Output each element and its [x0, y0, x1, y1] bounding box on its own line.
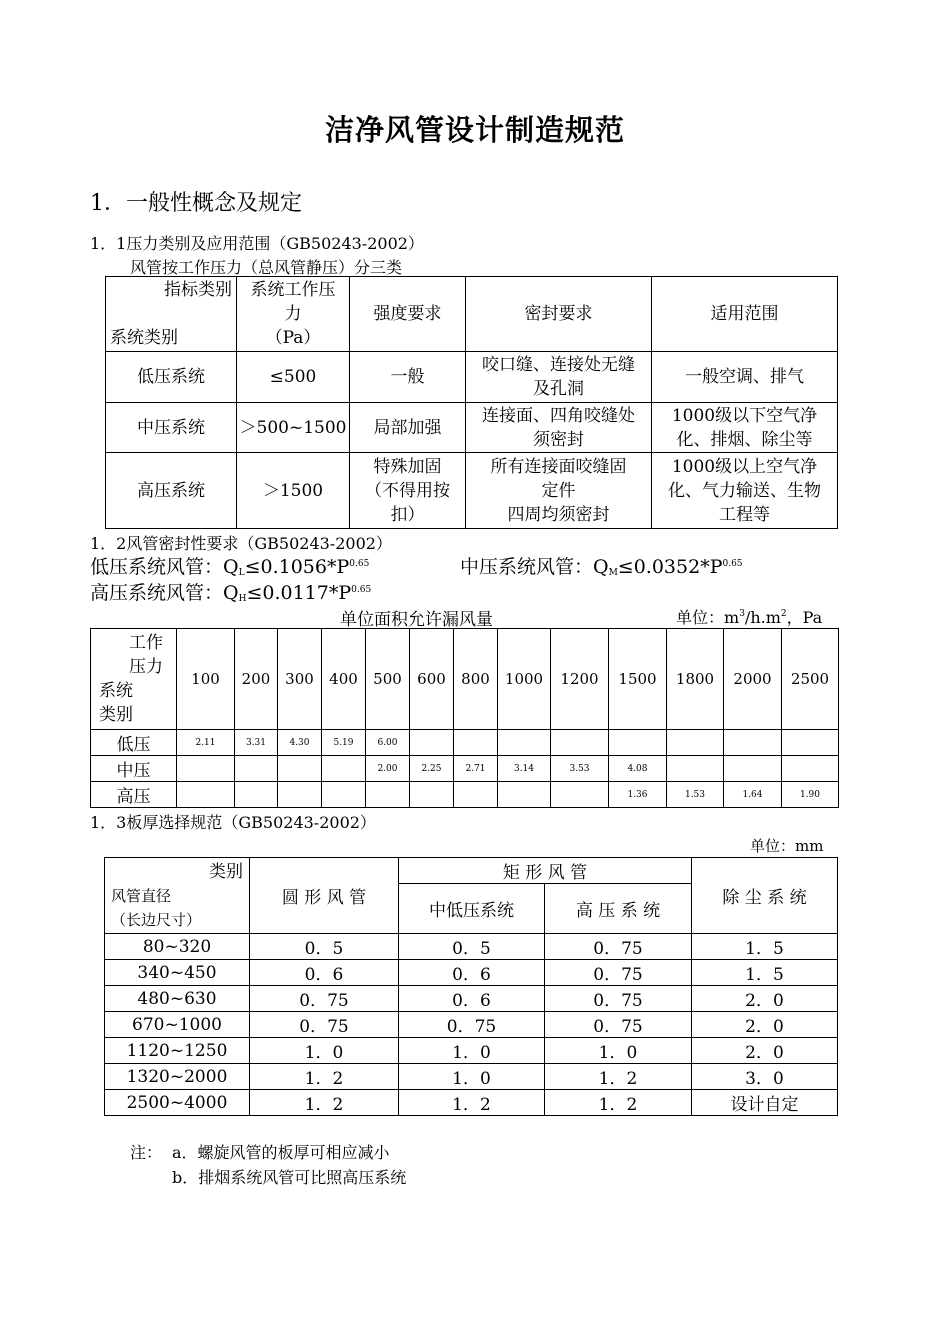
- size-cell: 480~630: [105, 986, 250, 1012]
- leakage-cell: [724, 756, 782, 782]
- size-cell: 1120~1250: [105, 1038, 250, 1064]
- leakage-cell: [322, 782, 366, 808]
- leakage-cell: [498, 730, 551, 756]
- scope-cell: [652, 403, 838, 453]
- formula-label: 低压系统风管：Q: [90, 556, 239, 578]
- pressure-cell: ≤500: [237, 352, 350, 403]
- corner-header-cell: [105, 858, 250, 934]
- subsection-heading-1-2: 1．2风管密封性要求（GB50243-2002）: [90, 534, 392, 553]
- leakage-cell: [278, 782, 322, 808]
- corner-line: 压力: [129, 657, 163, 677]
- leakage-cell: [177, 782, 235, 808]
- pressure-header: 100: [177, 629, 235, 730]
- mid-pressure-formula: [460, 552, 743, 579]
- cell-line: 须密封: [533, 429, 584, 450]
- leakage-cell: 2.25: [410, 756, 454, 782]
- cell-line: 1000级以下空气净: [671, 405, 818, 426]
- system-name-cell: 中压: [91, 756, 177, 782]
- cell-line: 一般空调、排气: [685, 367, 804, 387]
- table-row: [105, 934, 838, 960]
- thickness-table: [104, 857, 838, 1116]
- leakage-cell: [724, 730, 782, 756]
- leakage-cell: 1.90: [782, 782, 839, 808]
- pressure-header: 600: [410, 629, 454, 730]
- seal-cell: [466, 352, 652, 403]
- cell-line: （不得用按: [365, 480, 450, 501]
- leakage-cell: 1.53: [667, 782, 724, 808]
- table-row: [106, 453, 838, 529]
- pressure-header: 300: [278, 629, 322, 730]
- thickness-cell: 1．2: [250, 1090, 399, 1116]
- thickness-cell: 2．0: [692, 1012, 838, 1038]
- thickness-cell: 0．5: [250, 934, 399, 960]
- note-a: a．螺旋风管的板厚可相应减小: [172, 1143, 390, 1162]
- corner-top-label: 类别: [209, 861, 243, 882]
- table-row: [105, 1038, 838, 1064]
- thickness-cell: 0．75: [545, 986, 692, 1012]
- table-header-row: [106, 277, 838, 352]
- size-cell: 80~320: [105, 934, 250, 960]
- rect-low-mid-header: 中低压系统: [399, 884, 545, 934]
- pressure-header: 500: [366, 629, 410, 730]
- leakage-cell: 2.00: [366, 756, 410, 782]
- table-header-row: [105, 858, 838, 884]
- subsection-heading-1-3: 1．3板厚选择规范（GB50243-2002）: [90, 813, 376, 832]
- cell-line: 工程等: [719, 504, 770, 525]
- leakage-cell: 6.00: [366, 730, 410, 756]
- formula-relation: ≤0.0117*P: [246, 582, 352, 604]
- unit-exponent: 3: [739, 609, 745, 619]
- cell-line: 局部加强: [373, 417, 442, 438]
- leakage-cell: [609, 730, 667, 756]
- leakage-cell: [410, 730, 454, 756]
- thickness-cell: 0．6: [250, 960, 399, 986]
- thickness-cell: 0．75: [545, 1012, 692, 1038]
- pressure-cell: ＞500~1500: [237, 403, 350, 453]
- thickness-cell: 0．75: [399, 1012, 545, 1038]
- thickness-cell: 1．2: [545, 1064, 692, 1090]
- formula-exponent: 0.65: [351, 585, 372, 595]
- rect-high-header: 高 压 系 统: [545, 884, 692, 934]
- size-cell: 340~450: [105, 960, 250, 986]
- notes-label: 注：: [130, 1143, 163, 1162]
- pressure-header: 2000: [724, 629, 782, 730]
- scope-cell: [652, 453, 838, 529]
- thickness-cell: 0．6: [399, 960, 545, 986]
- thickness-cell: 1．2: [545, 1090, 692, 1116]
- pressure-header-cell: [237, 277, 350, 352]
- table-row: [105, 1012, 838, 1038]
- formula-subscript: H: [238, 594, 247, 604]
- strength-cell: [350, 352, 466, 403]
- leakage-cell: [177, 756, 235, 782]
- pressure-cell: ＞1500: [237, 453, 350, 529]
- pressure-header: 200: [235, 629, 278, 730]
- leakage-cell: 2.71: [454, 756, 498, 782]
- cell-line: 定件: [541, 480, 576, 501]
- subsection-heading-1-1: 1．1压力类别及应用范围（GB50243-2002）: [90, 234, 424, 253]
- cell-line: 化、气力输送、生物: [668, 480, 821, 501]
- size-cell: 1320~2000: [105, 1064, 250, 1090]
- leakage-cell: [498, 782, 551, 808]
- leakage-cell: [551, 782, 609, 808]
- size-cell: 2500~4000: [105, 1090, 250, 1116]
- pressure-header-line: （Pa）: [265, 328, 321, 348]
- thickness-cell: 0．6: [399, 986, 545, 1012]
- pressure-header: 1800: [667, 629, 724, 730]
- thickness-cell: 0．5: [399, 934, 545, 960]
- system-type-cell: 低压系统: [106, 352, 237, 403]
- leakage-table-caption: 单位面积允许漏风量: [340, 610, 493, 630]
- thickness-table-unit: 单位：mm: [750, 837, 824, 855]
- pressure-header: 400: [322, 629, 366, 730]
- leakage-cell: [322, 756, 366, 782]
- formula-exponent: 0.65: [722, 559, 743, 569]
- leakage-cell: [410, 782, 454, 808]
- pressure-class-table: [105, 276, 838, 529]
- cell-line: 及孔洞: [533, 379, 584, 399]
- thickness-cell: 2．0: [692, 986, 838, 1012]
- leakage-cell: [551, 730, 609, 756]
- pressure-header: 1500: [609, 629, 667, 730]
- table-row: [106, 403, 838, 453]
- thickness-cell: 1．2: [399, 1090, 545, 1116]
- thickness-cell: 1．0: [545, 1038, 692, 1064]
- leakage-cell: 1.64: [724, 782, 782, 808]
- system-type-cell: 中压系统: [106, 403, 237, 453]
- section-heading-1: 1．一般性概念及规定: [90, 191, 302, 216]
- leakage-cell: 3.31: [235, 730, 278, 756]
- thickness-cell: 2．0: [692, 1038, 838, 1064]
- cell-line: 1000级以上空气净: [671, 456, 818, 477]
- thickness-cell: 1．0: [399, 1038, 545, 1064]
- scope-header-cell: 适用范围: [652, 277, 838, 352]
- table-row: [105, 1064, 838, 1090]
- cell-line: 扣）: [390, 504, 425, 525]
- formula-subscript: L: [238, 568, 245, 578]
- leakage-cell: [235, 756, 278, 782]
- pressure-header-line: 系统工作压: [250, 280, 336, 300]
- leakage-cell: 3.53: [551, 756, 609, 782]
- high-pressure-formula: [90, 578, 371, 605]
- leakage-cell: [454, 782, 498, 808]
- formula-label: 中压系统风管：Q: [460, 556, 609, 578]
- low-pressure-formula: [90, 552, 369, 579]
- unit-text: 单位：m: [676, 608, 740, 627]
- leakage-cell: [782, 756, 839, 782]
- unit-text: ，Pa: [786, 608, 823, 627]
- leakage-cell: 1.36: [609, 782, 667, 808]
- cell-line: 所有连接面咬缝固: [490, 456, 627, 477]
- leakage-cell: [235, 782, 278, 808]
- seal-header-cell: 密封要求: [466, 277, 652, 352]
- table-row: [91, 756, 839, 782]
- thickness-cell: 设计自定: [692, 1090, 838, 1116]
- leakage-cell: [782, 730, 839, 756]
- system-type-cell: 高压系统: [106, 453, 237, 529]
- pressure-header-line: 力: [284, 304, 302, 324]
- formula-label: 高压系统风管：Q: [90, 582, 239, 604]
- corner-line: 类别: [99, 705, 133, 725]
- seal-cell: [466, 403, 652, 453]
- leakage-table: [90, 628, 839, 808]
- pressure-header: 800: [454, 629, 498, 730]
- cell-line: 连接面、四角咬缝处: [482, 405, 635, 426]
- leakage-cell: 4.30: [278, 730, 322, 756]
- strength-cell: [350, 403, 466, 453]
- thickness-cell: 0．75: [545, 934, 692, 960]
- thickness-cell: 1．5: [692, 934, 838, 960]
- formula-exponent: 0.65: [349, 559, 370, 569]
- round-duct-header: 圆 形 风 管: [250, 858, 399, 934]
- cell-line: 四周均须密封: [507, 504, 610, 525]
- formula-subscript: M: [608, 568, 618, 578]
- table-row: [106, 352, 838, 403]
- formula-relation: ≤0.1056*P: [244, 556, 350, 578]
- corner-mid-label: 风管直径: [111, 886, 172, 905]
- dust-system-header: 除 尘 系 统: [692, 858, 838, 934]
- unit-text: /h.m: [744, 608, 781, 627]
- leakage-cell: [278, 756, 322, 782]
- pressure-class-intro: 风管按工作压力（总风管静压）分三类: [130, 258, 403, 277]
- page-title: 洁净风管设计制造规范: [324, 113, 625, 147]
- system-name-cell: 低压: [91, 730, 177, 756]
- leakage-table-unit: [676, 605, 822, 628]
- table-row: [105, 960, 838, 986]
- table-row: [91, 730, 839, 756]
- cell-line: 化、排烟、除尘等: [676, 429, 813, 450]
- table-row: [105, 986, 838, 1012]
- note-b: b．排烟系统风管可比照高压系统: [172, 1168, 407, 1187]
- leakage-cell: [667, 756, 724, 782]
- leakage-cell: 4.08: [609, 756, 667, 782]
- thickness-cell: 3．0: [692, 1064, 838, 1090]
- corner-line: 系统: [99, 681, 133, 701]
- leakage-cell: 3.14: [498, 756, 551, 782]
- thickness-cell: 1．0: [250, 1038, 399, 1064]
- thickness-cell: 1．2: [250, 1064, 399, 1090]
- strength-cell: [350, 453, 466, 529]
- cell-line: 特殊加固: [373, 456, 442, 477]
- table-row: [91, 782, 839, 808]
- seal-cell: [466, 453, 652, 529]
- leakage-cell: 2.11: [177, 730, 235, 756]
- size-cell: 670~1000: [105, 1012, 250, 1038]
- thickness-cell: 1．5: [692, 960, 838, 986]
- corner-header-cell: [106, 277, 237, 352]
- thickness-cell: 1．0: [399, 1064, 545, 1090]
- unit-exponent: 2: [780, 609, 787, 619]
- rect-duct-header: 矩 形 风 管: [399, 858, 692, 884]
- leakage-cell: [366, 782, 410, 808]
- scope-cell: [652, 352, 838, 403]
- leakage-cell: 5.19: [322, 730, 366, 756]
- corner-header-cell: [91, 629, 177, 730]
- corner-bottom-label: 系统类别: [110, 328, 178, 348]
- table-row: [105, 1090, 838, 1116]
- pressure-header: 2500: [782, 629, 839, 730]
- cell-line: 一般: [390, 367, 425, 387]
- pressure-header: 1200: [551, 629, 609, 730]
- strength-header-cell: 强度要求: [350, 277, 466, 352]
- pressure-header: 1000: [498, 629, 551, 730]
- thickness-cell: 0．75: [250, 986, 399, 1012]
- corner-top-label: 指标类别: [164, 280, 232, 300]
- table-header-row: [91, 629, 839, 730]
- thickness-cell: 0．75: [250, 1012, 399, 1038]
- corner-line: 工作: [129, 633, 163, 653]
- thickness-cell: 0．75: [545, 960, 692, 986]
- leakage-cell: [667, 730, 724, 756]
- cell-line: 咬口缝、连接处无缝: [482, 355, 635, 375]
- corner-bottom-label: （长边尺寸）: [111, 910, 202, 929]
- system-name-cell: 高压: [91, 782, 177, 808]
- formula-relation: ≤0.0352*P: [617, 556, 723, 578]
- leakage-cell: [454, 730, 498, 756]
